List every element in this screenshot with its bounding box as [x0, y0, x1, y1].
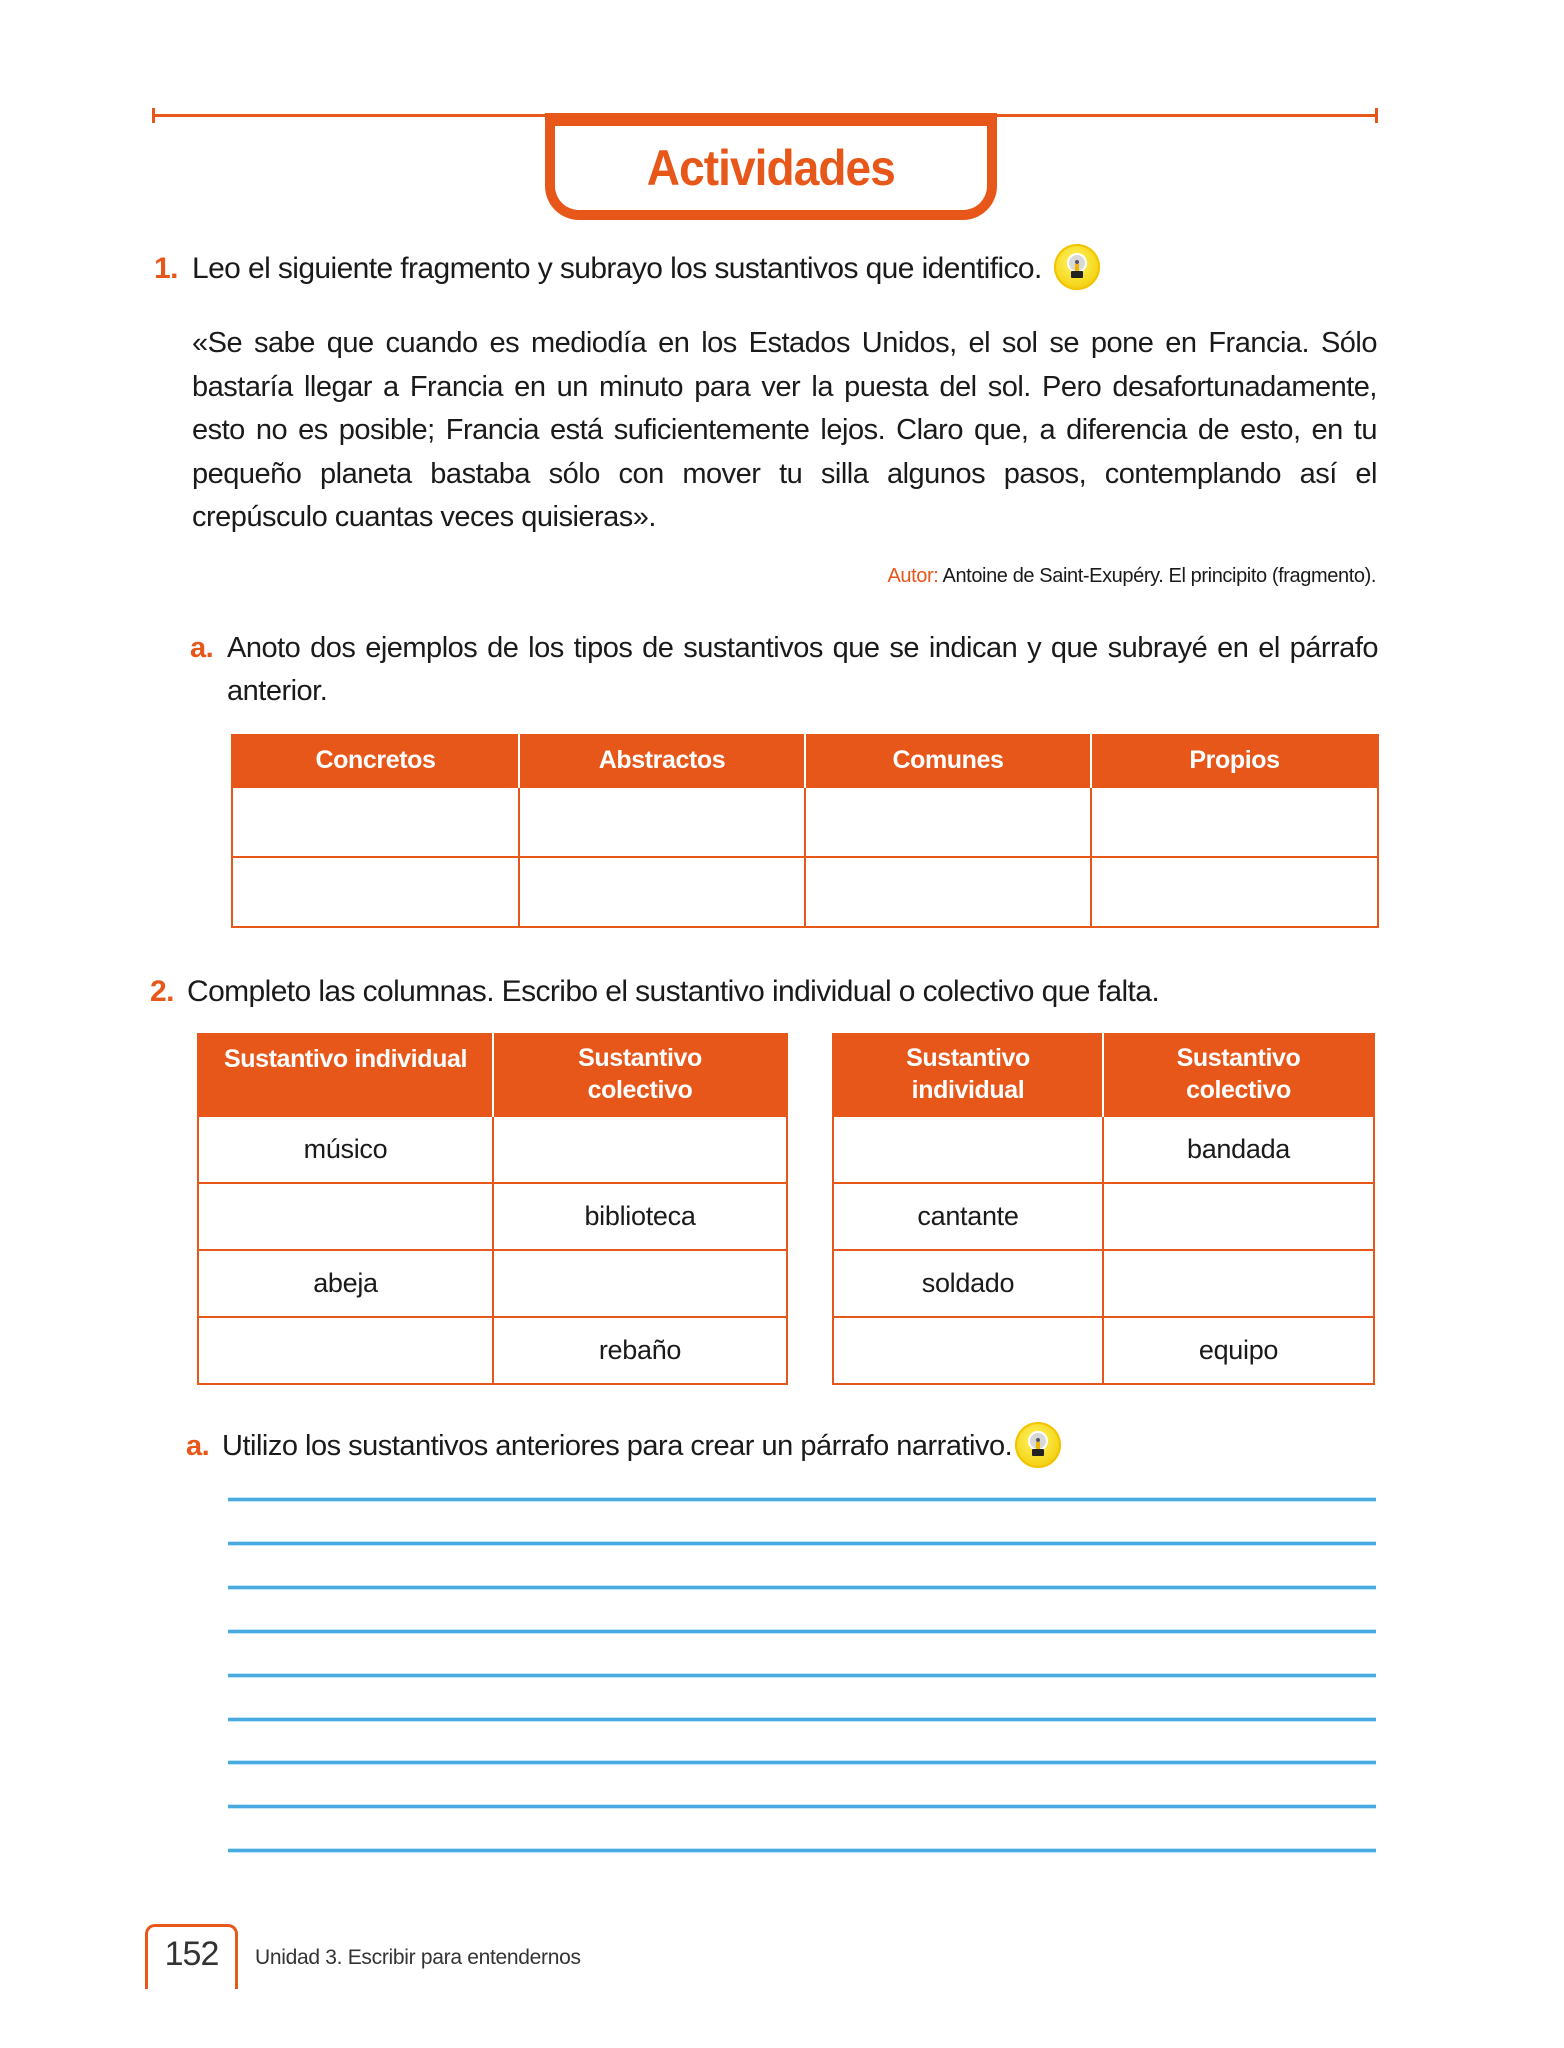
activity-1a-letter: a. — [190, 632, 214, 664]
table-row — [232, 857, 1378, 927]
table-row — [833, 1317, 1374, 1384]
header-concretos: Concretos — [232, 734, 519, 787]
individual-collective-table-right — [832, 1033, 1375, 1385]
answer-cell[interactable] — [1103, 1250, 1374, 1317]
activity-1a-text: Anoto dos ejemplos de los tipos de sustantivos que se indican y que subrayé en el párrafo anterior. — [227, 632, 1378, 707]
activity-2a-text: Utilizo los sustantivos anteriores para crear un párrafo narrativo. — [222, 1430, 1013, 1462]
writing-line[interactable] — [228, 1805, 1376, 1808]
answer-cell[interactable] — [198, 1317, 493, 1384]
section-title: Actividades — [646, 140, 896, 196]
table-cell: rebaño — [493, 1317, 787, 1384]
header-sustantivo-colectivo: Sustantivo colectivo — [493, 1033, 787, 1116]
noun-types-table — [231, 734, 1379, 928]
table-row — [198, 1317, 787, 1384]
author-citation — [887, 563, 1376, 589]
header-propios: Propios — [1091, 734, 1378, 787]
activity-1-instruction: Leo el siguiente fragmento y subrayo los sustantivos que identifico. — [192, 252, 1042, 285]
table-row — [833, 1183, 1374, 1250]
answer-cell[interactable] — [493, 1116, 787, 1183]
activity-1-heading — [152, 251, 1152, 291]
answer-cell[interactable] — [833, 1317, 1103, 1384]
activity-2-heading — [150, 974, 1350, 1014]
activity-1a — [190, 627, 1378, 717]
table-cell: músico — [198, 1116, 493, 1183]
writing-line[interactable] — [228, 1718, 1376, 1721]
unit-title: Unidad 3. Escribir para entendernos — [255, 1946, 581, 1969]
activity-2a-letter: a. — [186, 1430, 210, 1462]
writing-line[interactable] — [228, 1761, 1376, 1764]
table-cell: cantante — [833, 1183, 1103, 1250]
writing-line[interactable] — [228, 1630, 1376, 1633]
header-sustantivo-colectivo: Sustantivo colectivo — [1103, 1033, 1374, 1116]
header-comunes: Comunes — [805, 734, 1091, 787]
writing-line[interactable] — [228, 1542, 1376, 1545]
answer-cell[interactable] — [519, 857, 805, 927]
answer-cell[interactable] — [493, 1250, 787, 1317]
table-cell: bandada — [1103, 1116, 1374, 1183]
page-number: 152 — [164, 1935, 219, 1973]
table-cell: biblioteca — [493, 1183, 787, 1250]
section-title-tab — [545, 113, 997, 220]
table-row — [198, 1183, 787, 1250]
answer-cell[interactable] — [519, 787, 805, 857]
activity-2-number: 2. — [150, 975, 174, 1008]
table-row — [833, 1116, 1374, 1183]
table-row — [232, 787, 1378, 857]
answer-cell[interactable] — [1091, 857, 1378, 927]
table-cell: soldado — [833, 1250, 1103, 1317]
author-text: Antoine de Saint-Exupéry. El principito (fragmento). — [942, 565, 1376, 587]
answer-cell[interactable] — [833, 1116, 1103, 1183]
writing-line[interactable] — [228, 1586, 1376, 1589]
activity-2a — [186, 1425, 1086, 1469]
table-row — [198, 1250, 787, 1317]
lightbulb-icon — [1015, 1422, 1061, 1468]
author-label: Autor: — [887, 565, 939, 587]
writing-line[interactable] — [228, 1498, 1376, 1501]
answer-cell[interactable] — [1103, 1183, 1374, 1250]
header-abstractos: Abstractos — [519, 734, 805, 787]
answer-cell[interactable] — [232, 857, 519, 927]
writing-line[interactable] — [228, 1849, 1376, 1852]
answer-cell[interactable] — [805, 787, 1091, 857]
page-number-box — [145, 1924, 238, 1989]
header-sustantivo-individual: Sustantivo individual — [833, 1033, 1103, 1116]
individual-collective-table-left — [197, 1033, 788, 1385]
lightbulb-icon — [1054, 244, 1100, 290]
table-row — [198, 1116, 787, 1183]
quote-text: «Se sabe que cuando es mediodía en los Estados Unidos, el sol se pone en Francia. Sólo bastaría llegar a Francia en un minuto para ver la puesta del sol. Pero desafortunadamente, esto no es posible; Francia está suficientemente lejos. Claro que, a diferencia de esto, en tu pequeño planeta bastaba sólo con mover tu silla algunos pasos, contemplando así el crepúsculo cuantas veces quisieras». — [192, 327, 1377, 533]
table-cell: equipo — [1103, 1317, 1374, 1384]
answer-cell[interactable] — [232, 787, 519, 857]
answer-cell[interactable] — [805, 857, 1091, 927]
activity-2-instruction: Completo las columnas. Escribo el sustantivo individual o colectivo que falta. — [187, 975, 1160, 1008]
table-row — [833, 1250, 1374, 1317]
activity-1-number: 1. — [154, 252, 178, 285]
answer-cell[interactable] — [1091, 787, 1378, 857]
writing-line[interactable] — [228, 1674, 1376, 1677]
quote-fragment — [192, 322, 1377, 540]
answer-cell[interactable] — [198, 1183, 493, 1250]
table-cell: abeja — [198, 1250, 493, 1317]
header-sustantivo-individual: Sustantivo individual — [198, 1033, 493, 1116]
